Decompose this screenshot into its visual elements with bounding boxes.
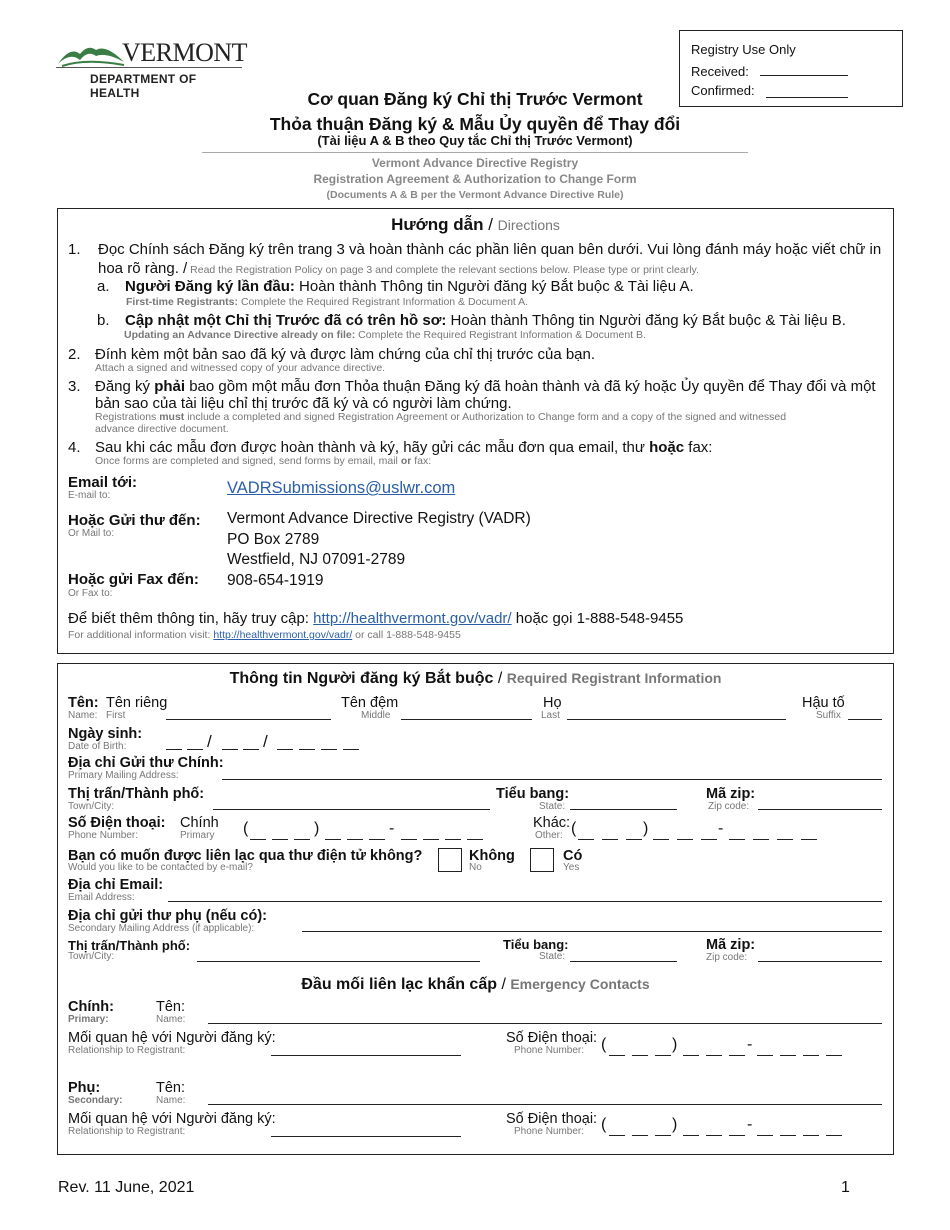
confirmed-field[interactable] xyxy=(766,97,848,98)
item2-en: Attach a signed and witnessed copy of your advance directive. xyxy=(95,362,386,374)
fax-number: 908-654-1919 xyxy=(227,572,324,589)
item1-vi-line1: Đọc Chính sách Đăng ký trên trang 3 và hoàn thành các phần liên quan bên dưới. Vui lòng đánh máy hoặc viết chữ in xyxy=(98,241,882,258)
primary-relationship-en: Relationship to Registrant: xyxy=(68,1045,186,1056)
mountain-logo-icon xyxy=(56,40,126,68)
email-contact-yes-checkbox[interactable] xyxy=(530,848,554,872)
phone-primary-label: Chính xyxy=(180,815,219,831)
received-label: Received: xyxy=(691,64,749,79)
secondary-mailing-label: Địa chỉ gửi thư phụ (nếu có): xyxy=(68,908,268,924)
other-phone-field[interactable]: ( ) - xyxy=(571,820,883,842)
item-number: 2. xyxy=(68,346,81,363)
vermont-logo xyxy=(56,38,248,100)
suffix-field[interactable] xyxy=(848,719,882,720)
submission-email-link[interactable]: VADRSubmissions@uslwr.com xyxy=(227,479,456,497)
secondary-town-en: Town/City: xyxy=(68,951,115,962)
primary-contact-phone-label: Số Điện thoại: xyxy=(506,1030,598,1046)
primary-contact-name-en: Name: xyxy=(156,1014,186,1025)
state-en: State: xyxy=(539,801,566,812)
item3-en-line1: Registrations must include a completed and signed Registration Agreement or Authorization to Change form and a copy of the signed and witnessed xyxy=(95,411,787,423)
info-link-en[interactable]: http://healthvermont.gov/vadr/ xyxy=(213,629,353,641)
email-address-field[interactable] xyxy=(168,901,882,902)
last-name-en: Last xyxy=(541,710,560,721)
primary-contact-label: Chính: xyxy=(68,999,114,1015)
item-a-text: Người Đăng ký lần đầu: Hoàn thành Thông tin Người đăng ký Bắt buộc & Tài liệu A. xyxy=(125,278,694,295)
more-info-vi: Để biết thêm thông tin, hãy truy cập: http://healthvermont.gov/vadr/ hoặc gọi 1-888-548-9455 xyxy=(68,610,684,627)
zip-field[interactable] xyxy=(758,809,882,810)
item-number: 3. xyxy=(68,378,81,395)
no-label: Không xyxy=(469,848,515,864)
first-name-label: Tên riêng xyxy=(106,695,168,711)
mail-to-en: Or Mail to: xyxy=(68,528,115,539)
item-b-en: Updating an Advance Directive already on file: Complete the Required Registrant Information & Document B. xyxy=(124,329,646,341)
title-vi-2: Thỏa thuận Đăng ký & Mẫu Ủy quyền để Thay đổi xyxy=(269,114,681,134)
secondary-contact-phone-field[interactable]: ( ) - xyxy=(601,1116,846,1138)
middle-name-field[interactable] xyxy=(401,719,532,720)
phone-primary-en: Primary xyxy=(180,830,215,841)
first-name-en: First xyxy=(106,710,126,721)
secondary-contact-phone-en: Phone Number: xyxy=(514,1126,585,1137)
yes-label: Có xyxy=(563,848,583,864)
suffix-en: Suffix xyxy=(816,710,841,721)
last-name-field[interactable] xyxy=(567,719,786,720)
email-address-label: Địa chỉ Email: xyxy=(68,877,164,893)
mailing-address-label: Địa chỉ Gửi thư Chính: xyxy=(68,755,224,771)
email-to-label: Email tới: xyxy=(68,474,138,491)
item3-vi-line1: Đăng ký phải bao gồm một mẫu đơn Thỏa thuận Đăng ký đã hoàn thành và đã ký hoặc Ủy quyền để Thay đổi và một xyxy=(95,378,876,395)
item-b-text: Cập nhật một Chỉ thị Trước đã có trên hồ sơ: Hoàn thành Thông tin Người đăng ký Bắt buộc & Tài liệu B. xyxy=(125,312,846,329)
dob-label: Ngày sinh: xyxy=(68,726,143,742)
revision-date: Rev. 11 June, 2021 xyxy=(58,1179,195,1196)
fax-to-en: Or Fax to: xyxy=(68,588,113,599)
secondary-relationship-field[interactable] xyxy=(271,1136,461,1137)
item1-line2: hoa rõ ràng. / Read the Registration Policy on page 3 and complete the relevant sections below. Please type or print clearly. xyxy=(98,260,699,277)
item4-vi: Sau khi các mẫu đơn được hoàn thành và ký, hãy gửi các mẫu đơn qua email, thư hoặc fax: xyxy=(95,439,713,456)
zip-en: Zip code: xyxy=(708,801,750,812)
secondary-state-label: Tiểu bang: xyxy=(503,937,569,952)
title-vi-1: Cơ quan Đăng ký Chỉ thị Trước Vermont xyxy=(307,89,643,109)
title-en-1: Vermont Advance Directive Registry xyxy=(371,156,579,170)
primary-phone-field[interactable]: ( ) - xyxy=(243,820,488,842)
emergency-heading: Đầu mối liên lạc khẩn cấp / Emergency Contacts xyxy=(301,976,650,993)
mailing-address-field[interactable] xyxy=(222,779,882,780)
secondary-mailing-en: Secondary Mailing Address (if applicable): xyxy=(68,923,255,934)
item-number: 1. xyxy=(68,241,81,258)
email-contact-no-checkbox[interactable] xyxy=(438,848,462,872)
secondary-town-label: Thị trấn/Thành phố: xyxy=(68,938,191,953)
email-address-en: Email Address: xyxy=(68,892,135,903)
received-field[interactable] xyxy=(760,75,848,76)
item2-vi: Đính kèm một bản sao đã ký và được làm chứng của chỉ thị trước của bạn. xyxy=(95,346,596,363)
dob-separator: / xyxy=(207,732,212,751)
secondary-zip-field[interactable] xyxy=(758,961,882,962)
logo-name: VERMONT xyxy=(122,38,248,67)
logo-department: DEPARTMENT OF HEALTH xyxy=(90,72,197,100)
item-b-label: b. xyxy=(97,312,110,329)
secondary-contact-name-en: Name: xyxy=(156,1095,186,1106)
secondary-relationship-label: Mối quan hệ với Người đăng ký: xyxy=(68,1111,276,1127)
page-number: 1 xyxy=(841,1179,850,1196)
secondary-relationship-en: Relationship to Registrant: xyxy=(68,1126,186,1137)
more-info-en: For additional information visit: http://healthvermont.gov/vadr/ or call 1-888-548-9455 xyxy=(68,629,461,641)
title-divider xyxy=(202,152,748,153)
no-en: No xyxy=(469,862,482,873)
secondary-mailing-field[interactable] xyxy=(302,931,882,932)
secondary-state-en: State: xyxy=(539,951,566,962)
mail-address-line3: Westfield, NJ 07091-2789 xyxy=(227,551,406,568)
title-en-3: (Documents A & B per the Vermont Advance Directive Rule) xyxy=(326,189,624,201)
dob-field[interactable] xyxy=(166,733,366,753)
item-a-en: First-time Registrants: Complete the Required Registrant Information & Document A. xyxy=(126,296,529,308)
item3-en-line2: advance directive document. xyxy=(95,423,229,435)
mail-to-label: Hoặc Gửi thư đến: xyxy=(68,512,201,529)
secondary-contact-name-field[interactable] xyxy=(208,1104,882,1105)
phone-label: Số Điện thoại: xyxy=(68,815,166,831)
secondary-contact-phone-label: Số Điện thoại: xyxy=(506,1111,598,1127)
phone-en: Phone Number: xyxy=(68,830,139,841)
registrant-heading: Thông tin Người đăng ký Bắt buộc / Required Registrant Information xyxy=(229,670,722,687)
primary-contact-en: Primary: xyxy=(68,1014,109,1025)
mailing-address-en: Primary Mailing Address: xyxy=(68,770,179,781)
fax-to-label: Hoặc gửi Fax đến: xyxy=(68,571,199,588)
zip-label: Mã zip: xyxy=(706,786,756,802)
state-label: Tiểu bang: xyxy=(496,786,570,802)
confirmed-label: Confirmed: xyxy=(691,83,755,98)
email-contact-question-en: Would you like to be contacted by e-mail? xyxy=(68,862,253,873)
mail-address-line1: Vermont Advance Directive Registry (VADR) xyxy=(227,510,531,527)
email-to-en: E-mail to: xyxy=(68,490,111,501)
secondary-zip-label: Mã zip: xyxy=(706,937,756,953)
first-name-field[interactable] xyxy=(166,719,331,720)
primary-contact-phone-en: Phone Number: xyxy=(514,1045,585,1056)
primary-relationship-field[interactable] xyxy=(271,1055,461,1056)
item4-en: Once forms are completed and signed, send forms by email, mail or fax: xyxy=(95,455,432,467)
info-link[interactable]: http://healthvermont.gov/vadr/ xyxy=(313,610,512,627)
phone-other-en: Other: xyxy=(535,830,563,841)
town-en: Town/City: xyxy=(68,801,115,812)
dob-en: Date of Birth: xyxy=(68,741,127,752)
state-field[interactable] xyxy=(570,809,677,810)
primary-contact-name-field[interactable] xyxy=(208,1023,882,1024)
title-en-2: Registration Agreement & Authorization to Change Form xyxy=(313,172,637,186)
middle-name-en: Middle xyxy=(361,710,391,721)
middle-name-label: Tên đệm xyxy=(341,695,399,711)
secondary-town-field[interactable] xyxy=(197,961,480,962)
item3-vi-line2: bản sao của tài liệu chỉ thị trước đã ký và có người làm chứng. xyxy=(95,395,512,412)
dob-separator: / xyxy=(263,732,268,751)
town-label: Thị trấn/Thành phố: xyxy=(68,786,205,802)
secondary-zip-en: Zip code: xyxy=(706,952,748,963)
secondary-contact-label: Phụ: xyxy=(68,1080,101,1096)
mail-address-line2: PO Box 2789 xyxy=(227,531,320,548)
registry-box-title: Registry Use Only xyxy=(691,42,796,57)
item-number: 4. xyxy=(68,439,81,456)
name-label: Tên: xyxy=(68,695,99,711)
suffix-label: Hậu tố xyxy=(802,695,845,711)
primary-relationship-label: Mối quan hệ với Người đăng ký: xyxy=(68,1030,276,1046)
secondary-contact-en: Secondary: xyxy=(68,1095,123,1106)
last-name-label: Họ xyxy=(543,695,562,711)
town-field[interactable] xyxy=(213,809,490,810)
title-vi-3: (Tài liệu A & B theo Quy tắc Chỉ thị Trước Vermont) xyxy=(317,133,633,148)
phone-other-label: Khác: xyxy=(533,815,571,831)
email-contact-question: Bạn có muốn được liên lạc qua thư điện tử không? xyxy=(68,848,423,864)
secondary-state-field[interactable] xyxy=(570,961,677,962)
primary-contact-name-label: Tên: xyxy=(156,999,186,1015)
directions-heading: Hướng dẫn / Directions xyxy=(391,215,560,234)
primary-contact-phone-field[interactable]: ( ) - xyxy=(601,1036,846,1058)
yes-en: Yes xyxy=(563,862,580,873)
secondary-contact-name-label: Tên: xyxy=(156,1080,186,1096)
name-en: Name: xyxy=(68,710,98,721)
item-a-label: a. xyxy=(97,278,110,295)
